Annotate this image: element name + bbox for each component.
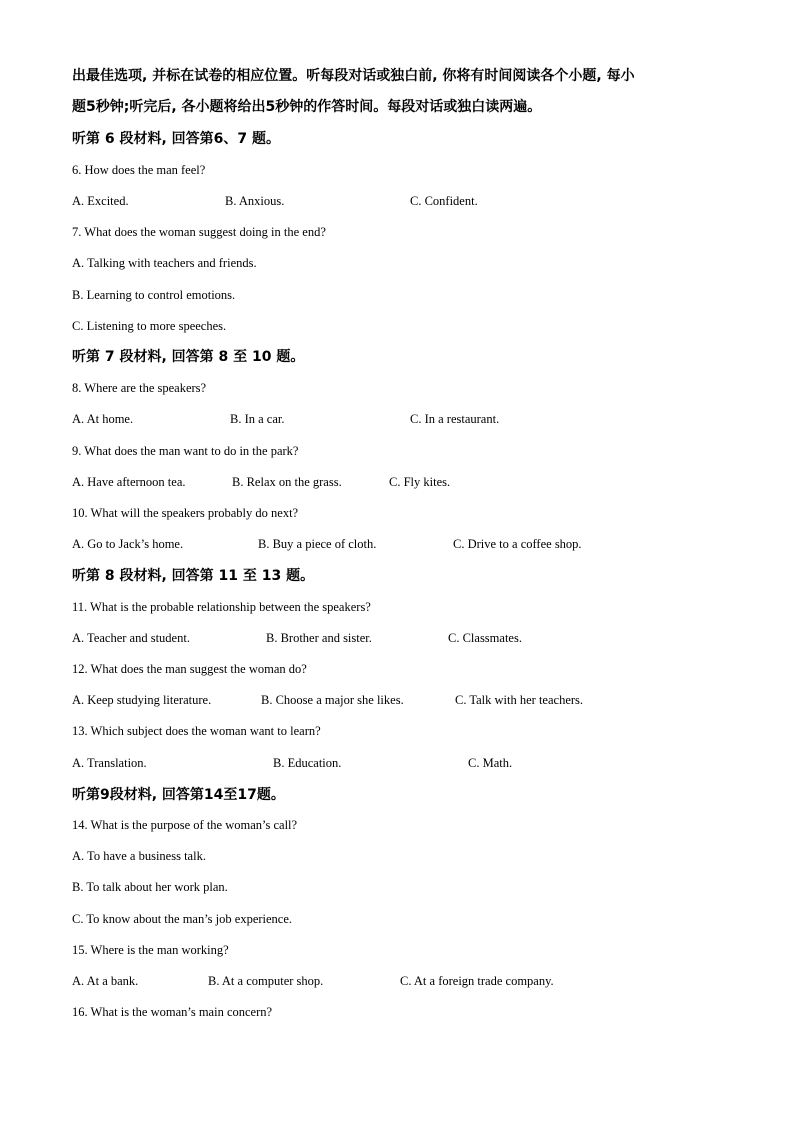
question-10-stem: 10. What will the speakers probably do next? [72,506,299,520]
question-8-stem: 8. Where are the speakers? [72,381,207,395]
q14-option-c: C. To know about the man’s job experience. [72,912,293,926]
q11-option-c: C. Classmates. [448,631,522,645]
question-12-stem: 12. What does the man suggest the woman do? [72,662,307,676]
q14-option-b: B. To talk about her work plan. [72,880,228,894]
section-header-7: 听第 7 段材料, 回答第 8 至 10 题。 [72,349,305,365]
q7-option-c: C. Listening to more speeches. [72,319,227,333]
q8-option-b: B. In a car. [230,412,285,426]
section-header-8: 听第 8 段材料, 回答第 11 至 13 题。 [72,568,315,584]
q15-option-b: B. At a computer shop. [208,974,324,988]
q10-option-c: C. Drive to a coffee shop. [453,537,582,551]
question-6-stem: 6. How does the man feel? [72,163,206,177]
q11-option-a: A. Teacher and student. [72,631,190,645]
question-16-stem: 16. What is the woman’s main concern? [72,1005,273,1019]
q12-option-a: A. Keep studying literature. [72,693,212,707]
q13-option-c: C. Math. [468,756,513,770]
q9-option-b: B. Relax on the grass. [232,475,342,489]
q13-option-b: B. Education. [273,756,342,770]
q9-option-c: C. Fly kites. [389,475,451,489]
q10-option-b: B. Buy a piece of cloth. [258,537,377,551]
q14-option-a: A. To have a business talk. [72,849,206,863]
q12-option-b: B. Choose a major she likes. [261,693,404,707]
q8-option-c: C. In a restaurant. [410,412,500,426]
q15-option-a: A. At a bank. [72,974,139,988]
intro-line-2: 题5秒钟;听完后, 各小题将给出5秒钟的作答时间。每段对话或独白读两遍。 [72,99,542,115]
q12-option-c: C. Talk with her teachers. [455,693,584,707]
q13-option-a: A. Translation. [72,756,147,770]
section-header-6: 听第 6 段材料, 回答第6、7 题。 [72,131,281,147]
q11-option-b: B. Brother and sister. [266,631,372,645]
q15-option-c: C. At a foreign trade company. [400,974,554,988]
intro-line-1: 出最佳选项, 并标在试卷的相应位置。听每段对话或独白前, 你将有时间阅读各个小题, 每小 [72,68,635,84]
q7-option-a: A. Talking with teachers and friends. [72,256,257,270]
q8-option-a: A. At home. [72,412,134,426]
q6-option-a: A. Excited. [72,194,129,208]
question-13-stem: 13. Which subject does the woman want to learn? [72,724,321,738]
q6-option-c: C. Confident. [410,194,478,208]
question-11-stem: 11. What is the probable relationship between the speakers? [72,600,371,614]
question-9-stem: 9. What does the man want to do in the park? [72,444,299,458]
section-header-9: 听第9段材料, 回答第14至17题。 [72,787,285,803]
q9-option-a: A. Have afternoon tea. [72,475,186,489]
q6-option-b: B. Anxious. [225,194,285,208]
question-15-stem: 15. Where is the man working? [72,943,229,957]
q7-option-b: B. Learning to control emotions. [72,288,236,302]
q10-option-a: A. Go to Jack’s home. [72,537,184,551]
question-7-stem: 7. What does the woman suggest doing in the end? [72,225,326,239]
question-14-stem: 14. What is the purpose of the woman’s call? [72,818,298,832]
